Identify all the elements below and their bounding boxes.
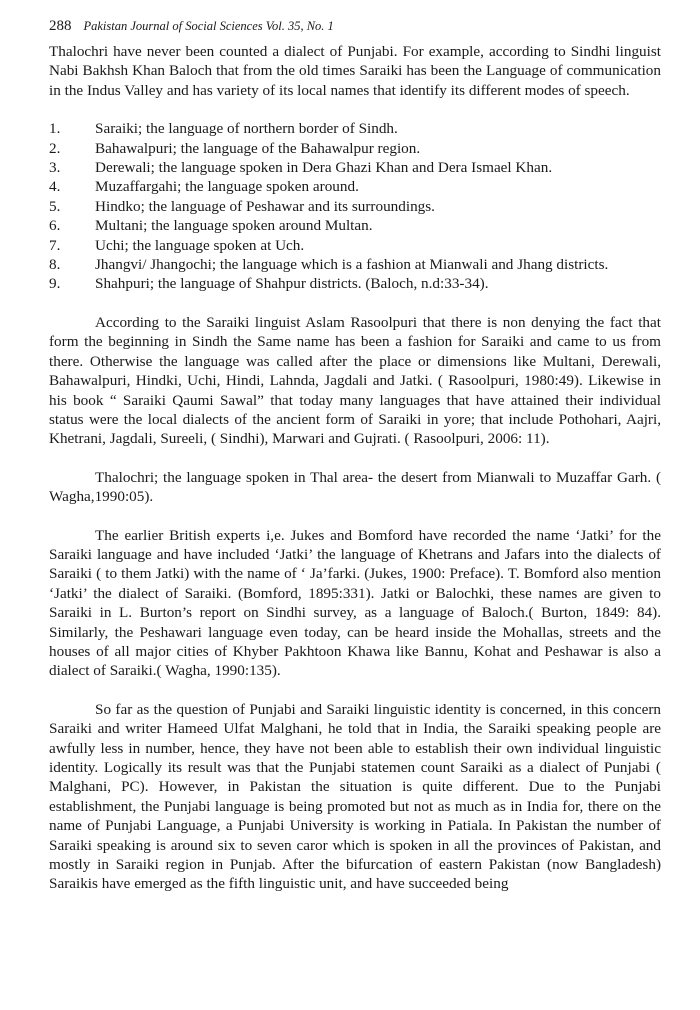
body-paragraph: Thalochri; the language spoken in Thal area- the desert from Mianwali to Muzaffar Garh. ( Wagha,1990:05).: [49, 468, 661, 506]
list-item: [49, 197, 661, 216]
list-text: Bahawalpuri; the language of the Bahawalpur region.: [95, 139, 421, 157]
list-number: 1.: [49, 120, 61, 138]
list-item: [49, 274, 661, 293]
list-number: 9.: [49, 275, 61, 293]
document-page: [49, 18, 661, 894]
list-text: Derewali; the language spoken in Dera Ghazi Khan and Dera Ismael Khan.: [95, 159, 553, 177]
list-item: [49, 119, 661, 138]
dialect-list: [49, 119, 661, 294]
list-text: Jhangvi/ Jhangochi; the language which is a fashion at Mianwali and Jhang districts.: [95, 256, 609, 274]
list-number: 3.: [49, 159, 61, 177]
list-text: Multani; the language spoken around Multan.: [95, 217, 373, 235]
list-number: 4.: [49, 178, 61, 196]
list-text: Uchi; the language spoken at Uch.: [95, 236, 305, 254]
list-number: 5.: [49, 197, 61, 215]
list-text: Shahpuri; the language of Shahpur districts. (Baloch, n.d:33-34).: [95, 275, 489, 293]
body-paragraph: So far as the question of Punjabi and Saraiki linguistic identity is concerned, in this concern Saraiki and writer Hameed Ulfat Malghani, he told that in India, the Saraiki speaking people are awfully less in number, hence, they have not been able to establish their own individual linguistic identity. Logically its result was that the Punjabi statemen count Saraiki as a dialect of Punjabi ( Malghani, PC). However, in Pakistan the situation is quite different. Due to the Punjabi establishment, the Punjabi language is being promoted but not as much as in India for, there on the name of Punjabi Language, a Punjabi University is working in Patiala. In Pakistan the number of Saraiki speaking is around six to seven caror which is spoken in all the provinces of Pakistan, and mostly in Saraiki region in Punjab. After the bifurcation of eastern Pakistan (now Bangladesh) Saraikis have emerged as the fifth linguistic unit, and have succeeded being: [49, 700, 661, 893]
body-paragraph: According to the Saraiki linguist Aslam Rasoolpuri that there is non denying the fact that form the beginning in Sindh the Same name has been a fashion for Saraiki and came to us from there. Otherwise the language was called after the place or dimensions like Multani, Derewali, Bahawalpuri, Hindki, Uchi, Hindi, Lahnda, Jagdali and Jatki. ( Rasoolpuri, 1980:49). Likewise in his book “ Saraiki Qaumi Sawal” that today many languages that have attained their individual status were the local dialects of the ancient form of Saraiki in yore; that include Pothohari, Aajri, Khetrani, Jagdali, Sureeli, ( Sindhi), Marwari and Gujrati. ( Rasoolpuri, 2006: 11).: [49, 313, 661, 448]
list-item: [49, 139, 661, 158]
list-item: [49, 216, 661, 235]
list-number: 8.: [49, 256, 61, 274]
body-paragraph: The earlier British experts i,e. Jukes and Bomford have recorded the name ‘Jatki’ for the Saraiki language and have included ‘Jatki’ the language of Khetrans and Jafars into the dialects of Saraiki ( to them Jatki) with the name of ‘ Ja’farki. (Jukes, 1900: Preface). T. Bomford also mention ‘Jatki’ the dialect of Saraiki. (Bomford, 1895:331). Jatki or Balochki, these names are given to Saraiki in L. Burton’s report on Sindhi survey, as a language of Baloch.( Burton, 1849: 84). Similarly, the Peshawari language even today, can be heard inside the Mohallas, streets and the houses of all major cities of Khyber Pakhtoon Khawa like Bannu, Kohat and Peshawar is also a dialect of Saraiki.( Wagha, 1990:135).: [49, 526, 661, 680]
list-text: Saraiki; the language of northern border of Sindh.: [95, 120, 398, 138]
journal-title: Pakistan Journal of Social Sciences Vol. 35, No. 1: [83, 19, 334, 33]
list-item: [49, 236, 661, 255]
page-number: 288: [49, 18, 72, 34]
list-text: Muzaffargahi; the language spoken around.: [95, 178, 359, 196]
list-number: 7.: [49, 236, 61, 254]
running-header: [49, 18, 661, 40]
list-number: 2.: [49, 139, 61, 157]
list-item: [49, 158, 661, 177]
list-text: Hindko; the language of Peshawar and its surroundings.: [95, 197, 435, 215]
list-number: 6.: [49, 217, 61, 235]
intro-paragraph: Thalochri have never been counted a dialect of Punjabi. For example, according to Sindhi linguist Nabi Bakhsh Khan Baloch that from the old times Saraiki has been the Language of communication in the Indus Valley and has variety of its local names that identify its different modes of speech.: [49, 43, 661, 99]
list-item: [49, 255, 661, 274]
list-item: [49, 177, 661, 196]
